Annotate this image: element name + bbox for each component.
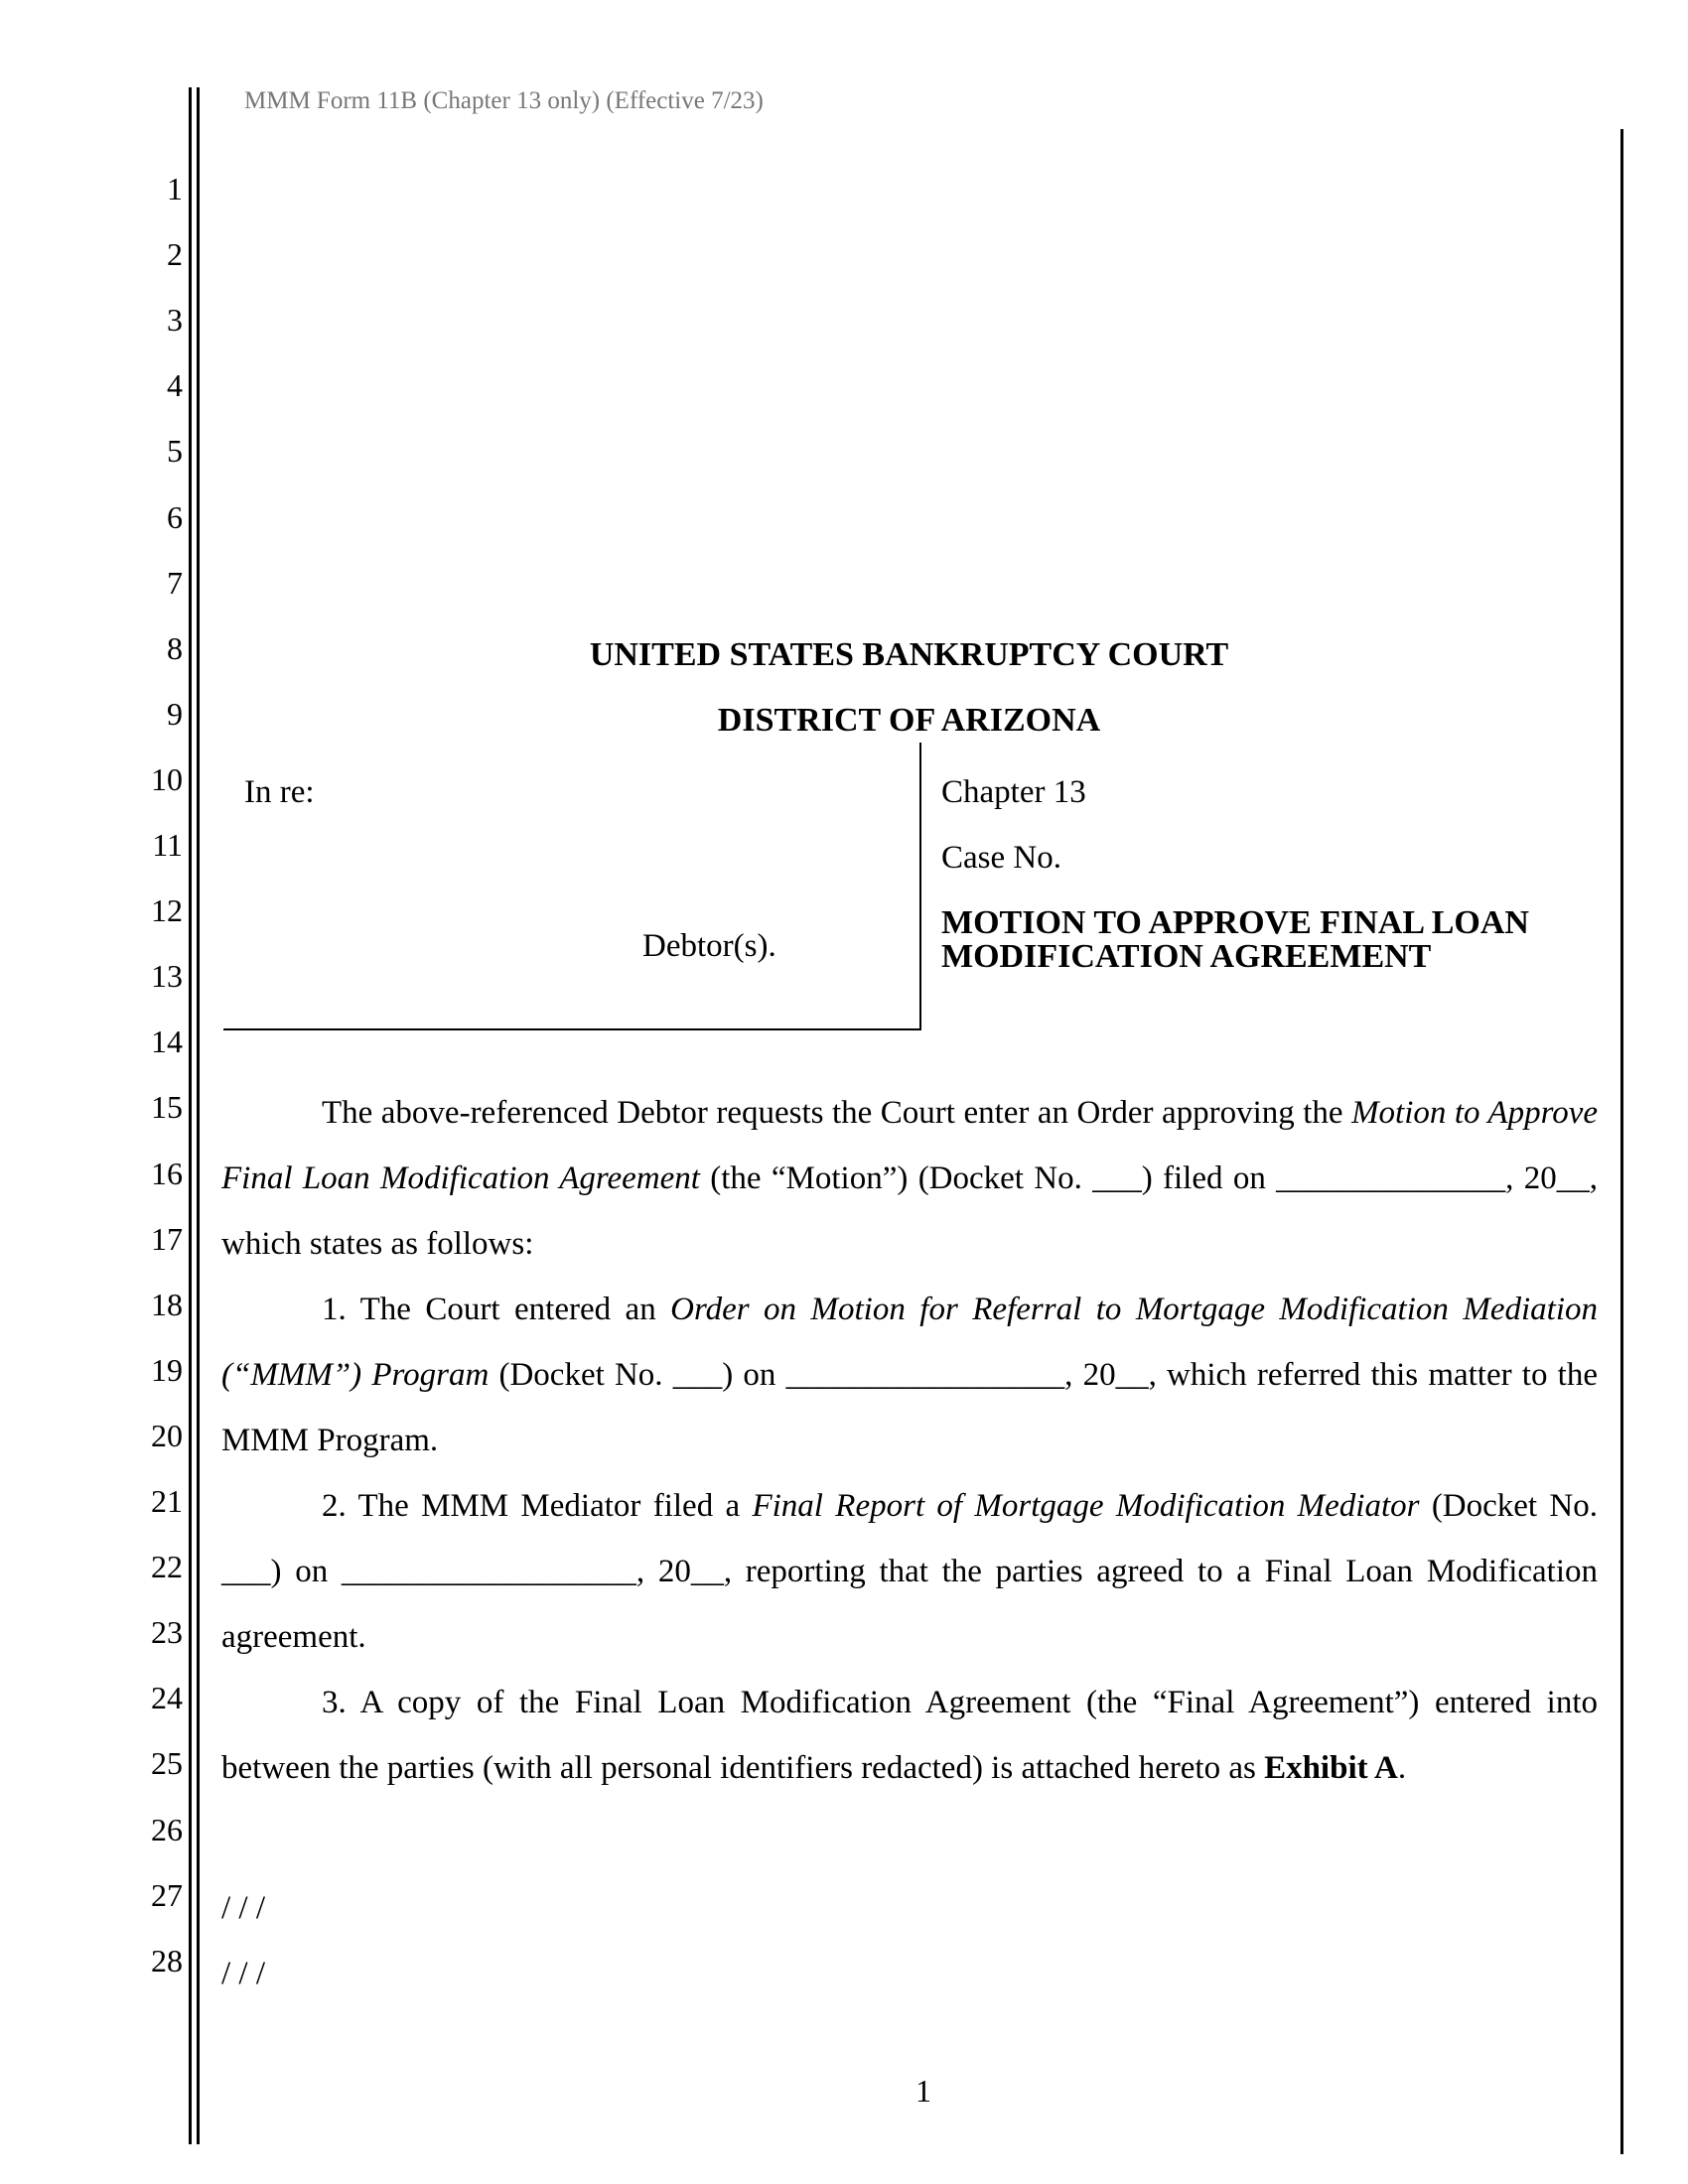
line-number: 5: [167, 433, 183, 470]
line-number: 22: [151, 1549, 183, 1585]
line-number: 23: [151, 1614, 183, 1651]
line-number: 19: [151, 1351, 183, 1388]
continuation-mark-2: / / /: [221, 1956, 266, 1991]
debtor-label: Debtor(s).: [642, 928, 776, 964]
case-number-label: Case No.: [941, 840, 1061, 876]
exhibit-a-label: Exhibit A: [1264, 1750, 1398, 1786]
line-number: 11: [152, 827, 183, 863]
intro-text-1: The above-referenced Debtor requests the Court enter an Order approving the: [322, 1095, 1352, 1131]
line-number: 4: [167, 367, 183, 404]
line-number: 2: [167, 236, 183, 273]
paragraph-3-text-1: A copy of the Final Loan Modification Agreement (the “Final Agreement”) entered into between the parties (with all personal identifiers redacted) is attached hereto as: [221, 1685, 1598, 1786]
line-number: 16: [151, 1155, 183, 1191]
motion-title-line1: MOTION TO APPROVE FINAL LOAN: [941, 904, 1529, 941]
continuation-mark-1: / / /: [221, 1890, 266, 1926]
caption-bottom-rule: [223, 1028, 921, 1030]
paragraph-1-text-1: The Court entered an: [346, 1292, 671, 1327]
motion-title-line2: MODIFICATION AGREEMENT: [941, 938, 1432, 975]
line-number: 20: [151, 1417, 183, 1453]
line-number: 15: [151, 1089, 183, 1126]
line-number: 3: [167, 302, 183, 339]
paragraph-1-number: 1.: [322, 1292, 347, 1327]
line-number: 24: [151, 1680, 183, 1716]
paragraph-3-number: 3.: [322, 1685, 347, 1720]
line-number: 7: [167, 564, 183, 601]
paragraph-2-text-2: (Docket No. ___) on __________________, 20__, reporting that the parties agreed to a Final Loan Modification agreement.: [221, 1488, 1598, 1655]
line-number: 9: [167, 695, 183, 732]
page-number: 1: [915, 2073, 931, 2109]
line-number: 12: [151, 892, 183, 929]
line-number: 10: [151, 760, 183, 797]
paragraph-1-text-2: (Docket No. ___) on _________________, 20__, which referred this matter to the MMM Program.: [221, 1357, 1598, 1458]
left-margin-rule-outer: [189, 87, 192, 2144]
motion-italic-title: Motion to Approve Final Loan Modification Agreement: [221, 1095, 1598, 1196]
order-italic-title: Order on Motion for Referral to Mortgage Modification Mediation (“MMM”) Program: [221, 1292, 1598, 1393]
motion-title: [941, 906, 1597, 974]
line-number: 6: [167, 498, 183, 535]
intro-paragraph: [221, 1080, 1598, 1277]
line-number: 17: [151, 1220, 183, 1257]
court-district: DISTRICT OF ARIZONA: [717, 702, 1101, 739]
left-margin-rule-inner: [197, 87, 200, 2144]
report-italic-title: Final Report of Mortgage Modification Mediator: [752, 1488, 1420, 1524]
line-number: 25: [151, 1745, 183, 1782]
line-number: 26: [151, 1811, 183, 1847]
paragraph-2: [221, 1473, 1598, 1670]
paragraph-2-text-1: The MMM Mediator filed a: [346, 1488, 753, 1524]
in-re-label: In re:: [244, 774, 315, 810]
line-number: 1: [167, 171, 183, 206]
line-number: 13: [151, 958, 183, 995]
form-header: MMM Form 11B (Chapter 13 only) (Effective 7/23): [244, 87, 764, 114]
right-margin-rule: [1620, 129, 1623, 2154]
line-number: 18: [151, 1286, 183, 1322]
caption-vertical-rule: [919, 743, 921, 1030]
paragraph-3-text-2: .: [1397, 1750, 1407, 1786]
chapter-label: Chapter 13: [941, 774, 1086, 810]
paragraph-2-number: 2.: [322, 1488, 347, 1524]
court-name: UNITED STATES BANKRUPTCY COURT: [589, 636, 1229, 673]
line-number: 21: [151, 1483, 183, 1519]
line-number: 8: [167, 629, 183, 666]
paragraph-1: [221, 1277, 1598, 1473]
line-number: 27: [151, 1876, 183, 1913]
line-number: 14: [151, 1024, 183, 1060]
intro-text-2: (the “Motion”) (Docket No. ___) filed on ______________, 20__, which states as follows:: [221, 1160, 1598, 1262]
line-number: 28: [151, 1942, 183, 1979]
paragraph-3: [221, 1670, 1598, 1801]
motion-body: [221, 1080, 1598, 1801]
